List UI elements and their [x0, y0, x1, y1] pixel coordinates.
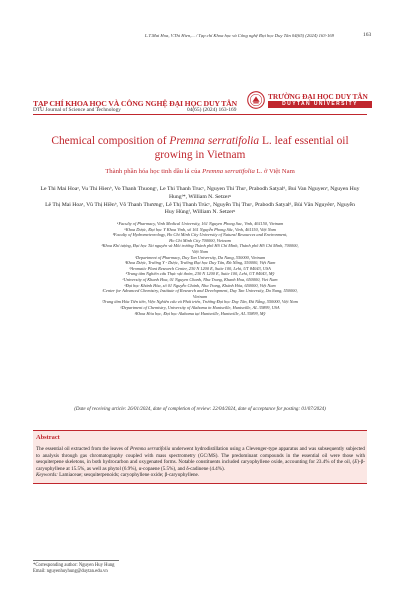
journal-name-vi: TẠP CHÍ KHOA HỌC VÀ CÔNG NGHỆ ĐẠI HỌC DUY TÂN — [33, 99, 237, 108]
affiliation-line: ᵇFaculty of Hydrometeorology, Ho Chi Minh City University of Natural Resources and Environment, — [112, 232, 288, 238]
article-title-vi: Thành phần hóa học tinh dầu lá của Premna serratifolia L. ở Việt Nam — [105, 168, 295, 175]
affiliation-line: ᶠTrung tâm Hóa Tiên tiến, Viện Nghiên cứu và Phát triển, Trường Đại học Duy Tân, Đà Nẵng, 550000, Việt Nam — [102, 299, 298, 305]
article-title: Chemical composition of Premna serratifolia L. leaf essential oil growing in Vietnam — [51, 135, 349, 161]
affiliation-line: ᵉĐại học Khánh Hòa, số 01 Nguyễn Chánh, Nha Trang, Khánh Hòa, 650000, Việt Nam — [124, 282, 276, 288]
abstract-heading: Abstract — [36, 434, 60, 441]
keywords-label: Keywords: — [36, 472, 58, 478]
affiliation-line: ᵍKhoa Hóa học, Đại học Alabama tại Huntsville, Huntsville, AL 35899, Mỹ — [134, 310, 266, 316]
running-header: L.T.Mai Hoa, V.Thi Hien,... / Tạp chí Khoa học và Công nghệ Đại học Duy Tân 04(65) (2024) 163-169 — [144, 33, 334, 38]
authors-vi: Lê Thị Mai Hoaᵃ, Vũ Thị Hiềnᵇ, Võ Thanh Thươngᶜ, Lê Thị Thanh Trúcᶜ, Nguyễn Thị Thuᶜ, Prabodh Satyalᵈ, Bùi Văn Nguyênᵉ, Nguyễn Huy Hùngᶠ, William N. Setzerᵍ — [45, 201, 355, 216]
keywords-list: Lamiaceae; sesquiterpenoids; caryophyllene oxide; β-caryophyllene. — [57, 472, 200, 478]
affiliation-line: Vietnam — [192, 293, 208, 299]
university-logo — [247, 91, 373, 109]
university-seal-icon — [247, 91, 265, 109]
affiliation-line: ᵈAromatic Plant Research Center, 230 N 1200 E, Suite 100, Lehi, UT 84043, USA — [129, 265, 271, 271]
keywords — [36, 472, 365, 478]
journal-issue: 04(65) (2024) 163-169 — [187, 107, 237, 113]
footnote — [33, 563, 115, 576]
corresponding-email: Email: nguyenhuyhung@duytan.edu.vn — [33, 569, 108, 575]
university-name-vi: TRƯỜNG ĐẠI HỌC DUY TÂN — [268, 92, 368, 101]
journal-name-en: DTU Journal of Science and Technology — [33, 107, 121, 113]
author-list — [40, 186, 360, 217]
affiliation-line: ᵇKhoa Khí tượng, Đại học Tài nguyên và Môi trường Thành phố Hồ Chí Minh, Thành phố Hồ Chí Minh, 700000, — [101, 243, 299, 249]
header-rule — [33, 114, 367, 115]
abstract-text: The essential oil extracted from the leaves of Premna serratifolia underwent hydrodistillation using a Clevenger-type apparatus and was subsequently subjected to analysis through gas chromatography coupled with mass spectrometry (GC/MS). The predominant compounds in the essential oil were those with sesquiterpene skeletons, in both hydrocarbon and oxygenated forms. Notable constituents included caryophyllene oxide, accounting for 23.4% of the oil, (E)-β-caryophyllene at 15.5%, as well as phytol (6.9%), α-copaene (5.5%), and δ-cadinene (4.4%). — [36, 446, 365, 472]
affiliation-line: ᵃFaculty of Pharmacy, Vinh Medical University, 161 Nguyen Phong Sac, Vinh, 461150, Vietnam — [116, 221, 284, 226]
authors-en: Le Thi Mai Hoaᵃ, Vu Thi Hienᵇ, Vo Thanh Thuongᶜ, Le Thi Thanh Trucᶜ, Nguyen Thi Thuᶜ, Prabodh Satyalᵈ, Bui Van Nguyenᵉ, Nguyen Huy Hungᶠ*, William N. Setzerᵍ — [40, 186, 360, 200]
affiliation-line: ᵉUniversity of Khanh Hoa, 01 Nguyen Chanh, Nha Trang, Khanh Hoa, 650000, Viet Nam — [122, 276, 278, 282]
footnote-rule — [33, 560, 119, 561]
article-dates: (Date of receiving article: 26/01/2024, date of completion of review: 22/04/2024, date of acceptance for posting: 01/07/2024) — [74, 407, 326, 412]
affiliation-line: ᶠCenter for Advanced Chemistry, Institute of Research and Development, Duy Tan University, Da Nang, 550000, — [102, 288, 298, 294]
university-name-en: DUYTAN UNIVERSITY — [268, 101, 372, 108]
affiliation-line: ᵃKhoa Dược, Đại học Y Khoa Vinh, số 161 Nguyễn Phong Sắc, Vinh, 461150, Việt Nam — [124, 226, 276, 232]
affiliation-line: ᵈTrung tâm Nghiên cứu Thực vật thơm, 230 N 1200 E, Suite 100, Lehi, UT 84043, Mỹ — [125, 271, 275, 277]
affiliations — [34, 221, 366, 316]
affiliation-line: ᵍDepartment of Chemistry, University of Alabama in Huntsville, Huntsville, AL 35899, USA — [120, 304, 280, 310]
page-number: 163 — [363, 32, 372, 38]
corresponding-author: *Corresponding author: Nguyen Huy Hung — [33, 563, 115, 568]
affiliation-line: ᶜDepartment of Pharmacy, Duy Tan University, Da Nang, 550000, Vietnam — [134, 254, 266, 260]
affiliation-line: Ho Chi Minh City 700000, Vietnam — [169, 237, 231, 243]
affiliation-line: ᶜKhoa Dược, Trường Y - Dược, Trường Đại học Duy Tân, Đà Nẵng, 550000, Việt Nam — [124, 260, 276, 266]
affiliation-line: Việt Nam — [192, 248, 208, 254]
